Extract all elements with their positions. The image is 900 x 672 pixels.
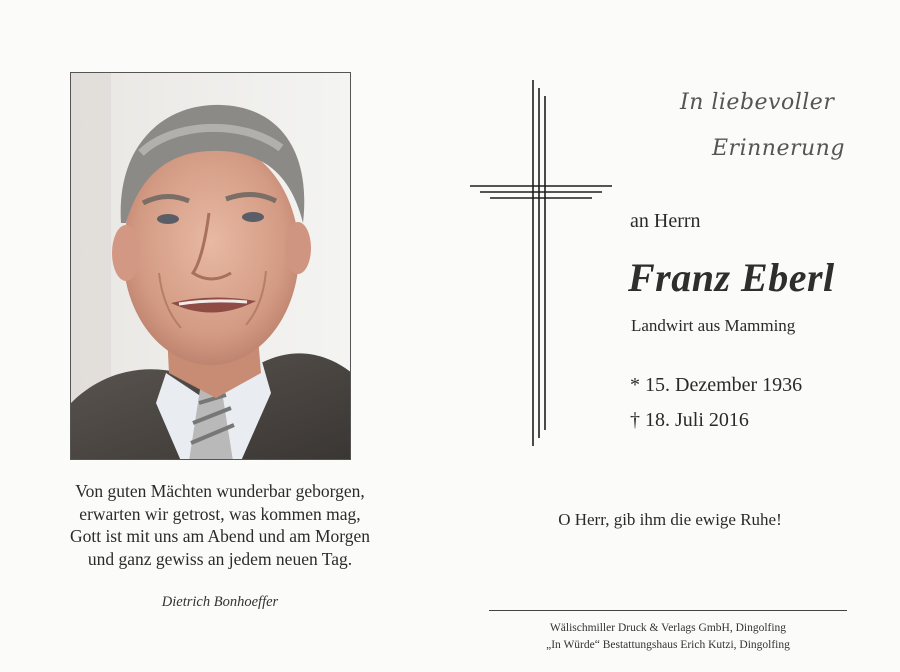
poem-line: und ganz gewiss an jedem neuen Tag.: [87, 548, 353, 569]
poem: [30, 480, 410, 570]
memorial-photo: [70, 72, 351, 460]
poem-line: Gott ist mit uns am Abend und am Morgen: [69, 526, 371, 546]
salutation: an Herrn: [630, 210, 701, 232]
divider: [489, 610, 847, 611]
imprint: [489, 620, 847, 654]
poem-line: erwarten wir getrost, was kommen mag,: [79, 503, 361, 524]
poem-author: Dietrich Bonhoeffer: [161, 594, 279, 610]
heading-line-1: In liebevoller: [680, 90, 835, 115]
imprint-funeral-home: „In Würde“ Bestattungshaus Erich Kutzi, Dingolfing: [546, 639, 790, 651]
occupation: Landwirt aus Mamming: [631, 316, 796, 335]
portrait-image: [71, 73, 351, 460]
death-date: † 18. Juli 2016: [630, 409, 749, 431]
birth-date: * 15. Dezember 1936: [630, 374, 803, 396]
deceased-name: Franz Eberl: [628, 255, 835, 300]
heading-line-2: Erinnerung: [712, 136, 845, 161]
poem-line: Von guten Mächten wunderbar geborgen,: [75, 481, 365, 501]
cross-icon: [466, 80, 616, 446]
prayer: O Herr, gib ihm die ewige Ruhe!: [558, 510, 782, 529]
imprint-printer: Wälischmiller Druck & Verlags GmbH, Dingolfing: [549, 622, 787, 634]
